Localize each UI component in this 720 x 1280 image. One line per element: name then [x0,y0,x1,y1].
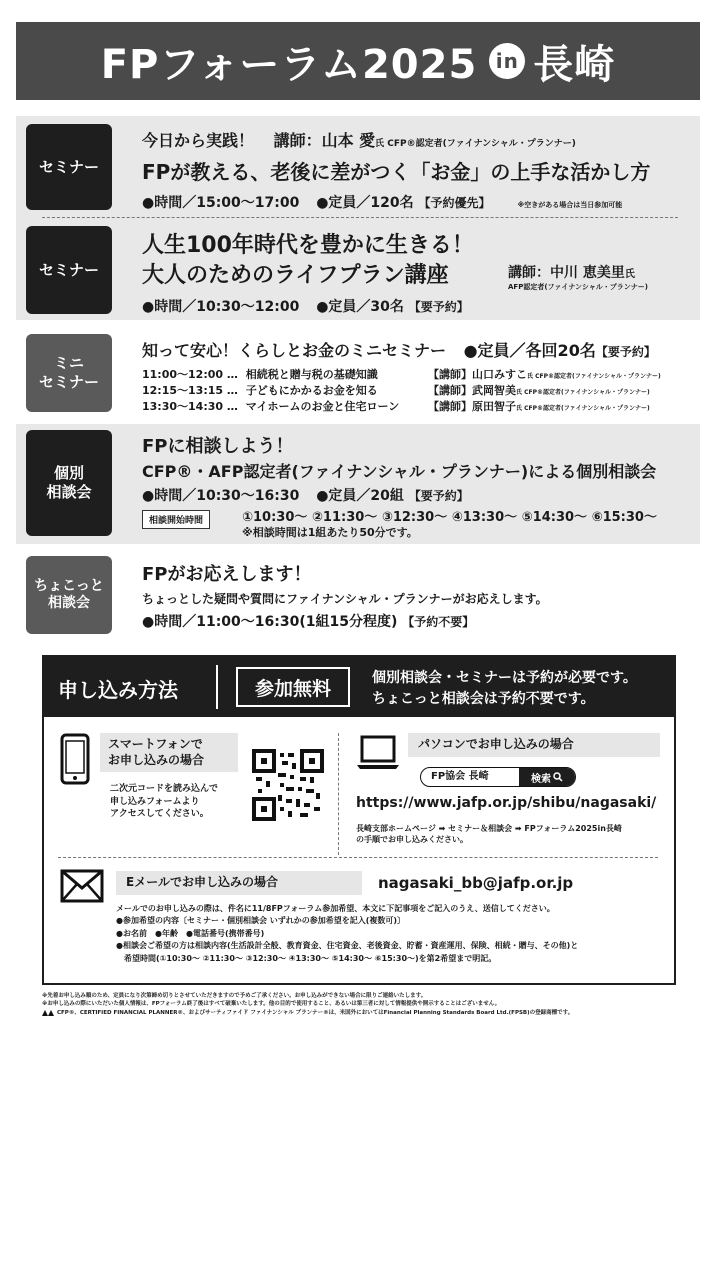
email-line1: メールでのお申し込みの際は、件名に11/8FPフォーラム参加希望、本文に下記事項をご記入のうえ、送信してください。 [116,904,555,913]
seminar1-details [142,192,622,212]
title-city: 長崎 [533,41,616,88]
email-instructions [116,903,578,965]
seminar2-title-1: 人生100年時代を豊かに生きる！ [142,233,474,258]
footer-line2: ※お申し込みの際にいただいた個人情報は、FPフォーラム終了後はすべて破棄いたします。他の目的で使用すること、あるいは第三者に対して情報提供や開示することはございません。 [42,1001,501,1008]
quick-desc: ちょっとした疑問や質問にファイナンシャル・プランナーがお応えします。 [142,592,548,606]
footer-line1: ※先着お申し込み順のため、定員になり次第締め切りとさせていただきますので予めご了承ください。お申し込みができない場合に限りご連絡いたします。 [42,993,427,999]
mini-tag-line1: ミニ [53,354,84,373]
search-box[interactable] [420,767,576,787]
email-line5: 希望時間(①10:30〜 ②11:30〜 ③12:30〜 ④13:30〜 ⑤14:30〜 ⑥15:30〜)を第2希望まで明記。 [116,953,497,963]
seminar2-reserve: 【要予約】 [408,300,469,314]
seminar1-capacity: ●定員／120名 [316,195,414,211]
pc-label: パソコンでお申し込みの場合 [408,733,660,757]
seminar2-lecturer-suffix: 氏 [624,269,635,280]
mini-session-time: 11:00〜12:00 … [142,368,238,381]
mini-session-time: 12:15〜13:15 … [142,384,238,397]
search-button[interactable] [519,768,575,786]
mini-capacity: ●定員／各回20名 [463,341,596,360]
quick-details [142,611,474,631]
phone-label [100,733,238,772]
phone-text-line2: 申し込みフォームより [110,796,200,807]
mini-lecturer-cert: 氏 CFP®認定者(ファイナンシャル・プランナー) [527,373,661,380]
consult-note: ※相談時間は1組あたり50分です。 [242,526,418,539]
email-label: Eメールでお申し込みの場合 [116,871,362,895]
seminar1-lecturer-cert: 氏 CFP®認定者(ファイナンシャル・プランナー) [375,139,576,149]
apply-notice-1: 個別相談会・セミナーは予約が必要です。 [372,670,637,686]
consult-tag-line2: 相談会 [46,483,92,501]
quick-time: ●時間／11:00〜16:30(1組15分程度) [142,614,398,630]
seminar-divider [42,217,678,218]
mini-lecturer-name: 【講師】武岡智美 [428,384,516,397]
mini-tag [26,334,112,412]
smartphone-icon [60,733,90,789]
seminar1-note: ※空きがある場合は当日参加可能 [517,201,623,209]
mini-lecturer-cert: 氏 CFP®認定者(ファイナンシャル・プランナー) [516,405,650,412]
consult-tag-line1: 個別 [53,464,84,483]
qr-code[interactable] [252,749,324,825]
search-button-label: 検索 [531,773,551,785]
seminar1-lead [142,128,576,151]
email-line2: ●参加希望の内容〔セミナー・個別相談会 いずれかの参加希望を記入(複数可)〕 [116,916,406,926]
mini-tag-line2: セミナー [38,373,99,391]
pc-note-line1: 長崎支部ホームページ ➡ セミナー＆相談会 ➡ FPフォーラム2025in長崎 [356,824,622,833]
seminar1-title: FPが教える、老後に差がつく「お金」の上手な活かし方 [142,160,651,184]
seminar1-time: ●時間／15:00〜17:00 [142,195,300,211]
consult-slots: ①10:30〜 ②11:30〜 ③12:30〜 ④13:30〜 ⑤14:30〜 ⑥15:30〜 [242,510,657,525]
apply-vertical-divider [338,733,339,855]
quick-tag-line1: ちょこっと [34,577,104,594]
quick-tag [26,556,112,634]
apply-heading: 申し込み方法 [58,678,178,702]
free-badge: 参加無料 [236,667,350,707]
consult-subtitle: CFP®・AFP認定者(ファイナンシャル・プランナー)による個別相談会 [142,462,657,481]
mini-session-row [142,366,378,382]
mini-title: 知って安心！くらしとお金のミニセミナー [142,341,447,360]
mini-lecturer-name: 【講師】山口みすこ [428,368,527,381]
email-line4: ●相談会ご希望の方は相談内容(生活設計全般、教育資金、住宅資金、老後資金、貯蓄・資産運用、保険、相続・贈与、その他)と [116,941,579,951]
quick-title: FPがお応えします！ [142,564,312,585]
envelope-icon [60,869,104,907]
consult-start-label: 相談開始時間 [142,510,210,529]
quick-tag-line2: 相談会 [47,595,90,611]
footer-line3-row [42,1009,573,1017]
mini-header [142,338,656,361]
consult-details [142,485,469,505]
consult-capacity: ●定員／20組 [316,488,404,504]
apply-header [44,657,674,717]
mini-session-row [142,398,399,414]
apply-section [42,655,676,985]
seminar1-reserve: 【予約優先】 [418,196,491,210]
consult-tag [26,430,112,536]
apply-notice-2: ちょこっと相談会は予約不要です。 [372,691,595,707]
phone-label-line1: スマートフォンで [108,737,203,751]
footer-line3: CFP®、CERTIFIED FINANCIAL PLANNER®、およびサーティファイド ファイナンシャル プランナー®は、米国外においてはFinancial Planning Standards Board Ltd.(FPSB)の登録商標です。 [57,1009,574,1016]
quick-reserve: 【予約不要】 [402,615,475,629]
email-address[interactable]: nagasaki_bb@jafp.or.jp [378,874,574,892]
seminar1-tag: セミナー [26,124,112,210]
seminar2-lecturer-name: 講師：中川 恵美里 [508,265,625,281]
mini-session-lecturer [428,366,661,382]
search-input[interactable]: FP協会 長崎 [431,771,489,782]
seminar2-time: ●時間／10:30〜12:00 [142,299,300,315]
apply-divider [216,665,218,709]
cfp-mark-icon [42,1009,54,1016]
consult-reserve: 【要予約】 [408,489,469,503]
seminar1-lead-text: 今日から実践！ [142,131,255,150]
mini-session-row [142,382,378,398]
mini-session-time: 13:30〜14:30 … [142,400,238,413]
seminar2-tag: セミナー [26,226,112,314]
pc-note-line2: の手順でお申し込みください。 [356,835,468,845]
phone-label-line2: お申し込みの場合 [108,752,205,767]
mini-lecturer-name: 【講師】原田智子 [428,400,516,413]
seminar2-details [142,296,469,316]
mini-session-topic: 相続税と贈与税の基礎知識 [245,368,378,381]
jafp-url[interactable]: https://www.jafp.or.jp/shibu/nagasaki/ [356,795,657,811]
seminar2-cert: AFP認定者(ファイナンシャル・プランナー) [508,283,648,291]
title-main: FPフォーラム2025 [100,41,478,88]
title-in-badge: in [489,43,525,79]
pc-note [356,823,622,845]
apply-horizontal-divider [58,857,658,858]
phone-text-line1: 二次元コードを読み込んで [110,784,219,794]
email-line3: ●お名前 ●年齢 ●電話番号(携帯番号) [116,928,265,938]
mini-reserve: 【要予約】 [595,345,656,359]
seminar2-capacity: ●定員／30名 [316,299,404,315]
consult-time: ●時間／10:30〜16:30 [142,488,300,504]
mini-session-lecturer [428,398,650,414]
seminar2-lecturer [508,262,635,282]
page-title [16,22,700,100]
phone-text-line3: アクセスしてください。 [110,809,209,820]
search-icon [553,772,563,782]
phone-instructions [110,783,218,821]
mini-session-topic: 子どもにかかるお金を知る [245,384,378,397]
mini-lecturer-cert: 氏 CFP®認定者(ファイナンシャル・プランナー) [516,389,650,396]
mini-session-lecturer [428,382,650,398]
consult-title: FPに相談しよう！ [142,436,294,457]
footer-notes [42,992,573,1017]
mini-session-topic: マイホームのお金と住宅ローン [245,400,400,413]
seminar2-title-2: 大人のためのライフプラン講座 [142,263,449,288]
laptop-icon [356,735,400,775]
seminar1-lecturer: 講師：山本 愛 [273,131,376,150]
